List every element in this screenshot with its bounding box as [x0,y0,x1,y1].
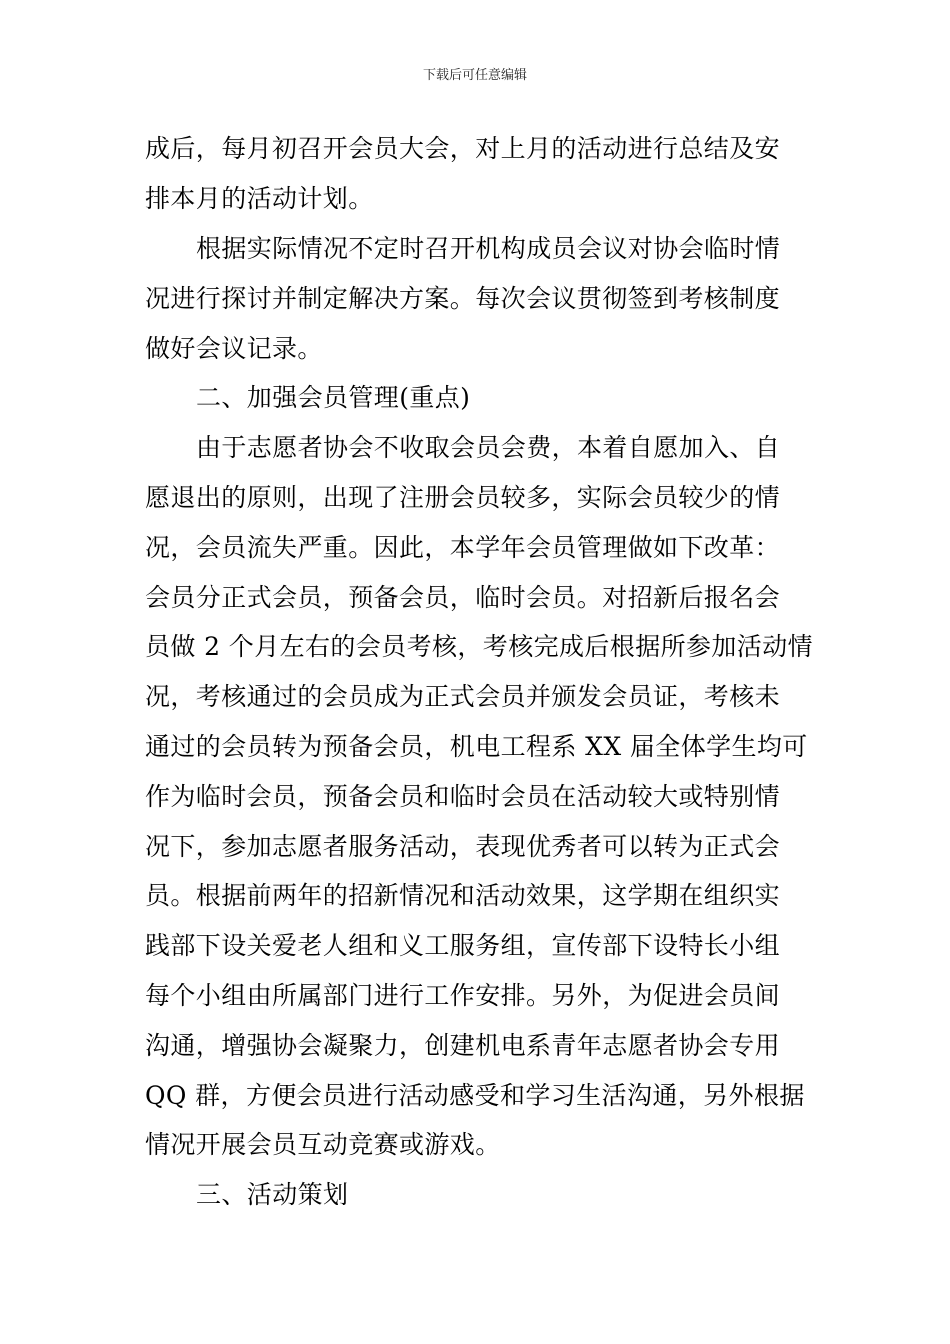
text-line: QQ 群，方便会员进行活动感受和学习生活沟通，另外根据 [145,1081,805,1110]
text-line: 况进行探讨并制定解决方案。每次会议贯彻签到考核制度 [145,284,781,313]
text-line: 由于志愿者协会不收取会员会费，本着自愿加入、自 [196,433,781,462]
text-line: 排本月的活动计划。 [145,184,374,213]
text-line: 成后，每月初召开会员大会，对上月的活动进行总结及安 [145,134,781,163]
text-line: 根据实际情况不定时召开机构成员会议对协会临时情 [196,234,781,263]
text-line: 员。根据前两年的招新情况和活动效果，这学期在组织实 [145,881,781,910]
text-line: 会员分正式会员，预备会员，临时会员。对招新后报名会 [145,583,781,612]
page-header: 下载后可任意编辑 [422,68,527,83]
text-line: 愿退出的原则，出现了注册会员较多，实际会员较少的情 [145,483,781,512]
section-heading: 二、加强会员管理(重点) [196,383,471,412]
text-line: 情况开展会员互动竞赛或游戏。 [145,1130,501,1159]
text-line: 践部下设关爱老人组和义工服务组，宣传部下设特长小组 [145,931,781,960]
text-line: 做好会议记录。 [145,334,323,363]
text-line: 员做 2 个月左右的会员考核，考核完成后根据所参加活动情 [145,632,814,661]
text-line: 况，会员流失严重。因此，本学年会员管理做如下改革： [145,533,781,562]
text-line: 通过的会员转为预备会员，机电工程系 XX 届全体学生均可 [145,732,808,761]
section-heading: 三、活动策划 [196,1180,349,1209]
text-line: 每个小组由所属部门进行工作安排。另外，为促进会员间 [145,981,781,1010]
text-line: 作为临时会员，预备会员和临时会员在活动较大或特别情 [145,782,781,811]
text-line: 况，考核通过的会员成为正式会员并颁发会员证，考核未 [145,682,781,711]
text-line: 沟通，增强协会凝聚力，创建机电系青年志愿者协会专用 [145,1031,781,1060]
text-line: 况下，参加志愿者服务活动，表现优秀者可以转为正式会 [145,832,781,861]
